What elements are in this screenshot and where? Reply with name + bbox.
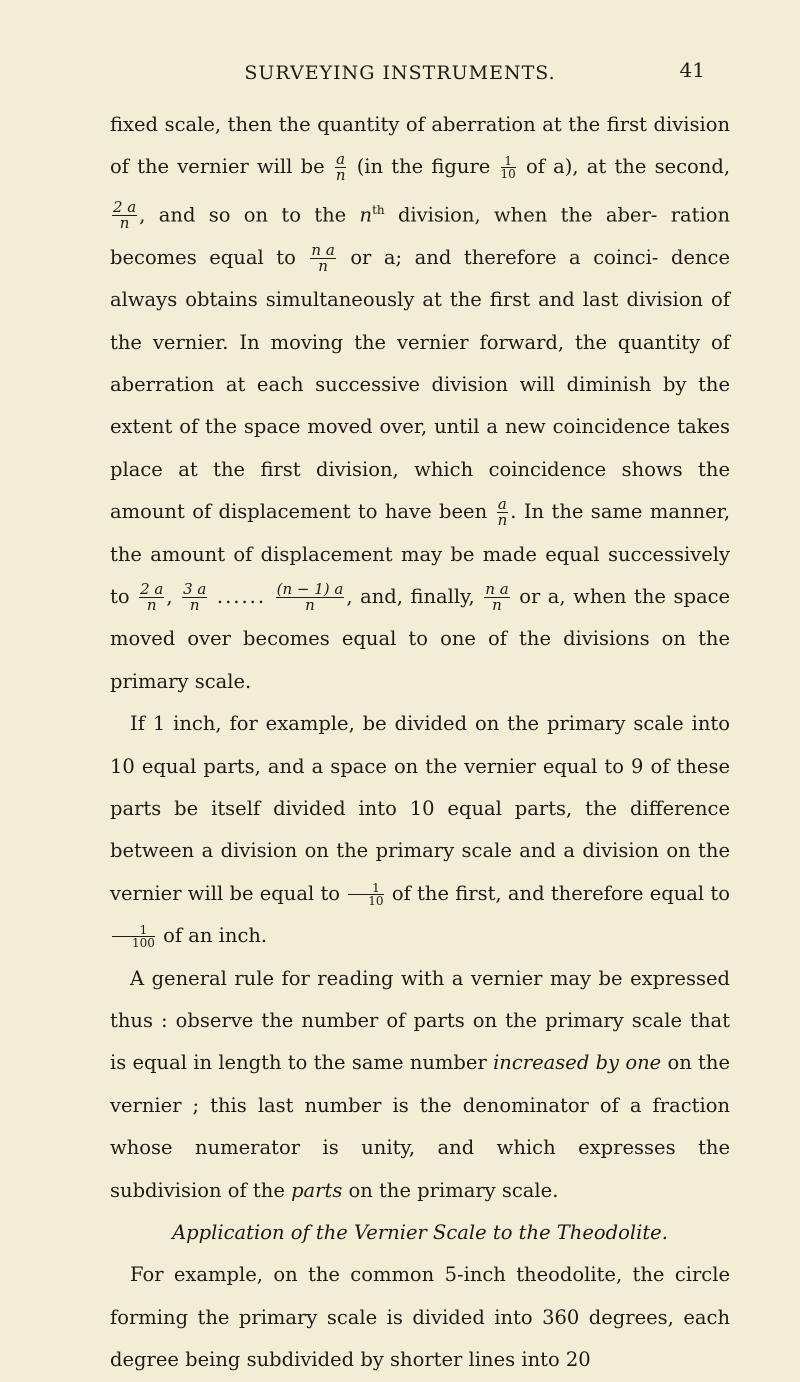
fraction-series-2a: $\frac{2 a}{n}$ bbox=[140, 579, 164, 614]
fraction-series-3a: $\frac{3 a}{n}$ bbox=[183, 579, 207, 614]
fraction-a-over-n: $\frac{a}{n}$ bbox=[335, 150, 346, 185]
fraction-na-over-n: $\frac{\text{n a}}{n}$ bbox=[311, 240, 335, 275]
fraction-one-tenth-2: $\frac{1}{10}$ bbox=[348, 882, 383, 907]
paragraph-3: A general rule for reading with a vernier may be expressed thus : observe the number of parts on the primary scale that is equal in length to the same number increased by one on the vernier ; this last number is the denominator of a fraction whose numerator is unity, and which expresses the subdivision of the parts on the primary scale. bbox=[110, 966, 731, 1202]
fraction-series-na: $\frac{\text{n a}}{n}$ bbox=[485, 579, 509, 614]
fraction-one-tenth: $\frac{1}{10}$ bbox=[500, 154, 516, 182]
fraction-series-n-1: $\frac{(n - 1) a}{n}$ bbox=[276, 579, 344, 614]
section-heading: Application of the Vernier Scale to the Theodolite. bbox=[172, 1221, 668, 1245]
fraction-2a-over-n: $\frac{2 a}{n}$ bbox=[113, 198, 137, 233]
ellipsis: ...... bbox=[216, 584, 267, 608]
paragraph-2: If 1 inch, for example, be divided on the primary scale into 10 equal parts, and a space on the vernier equal to 9 of these parts be itself divided into 10 equal parts, the difference between a division on the primary scale and a division on the vernier will be equal to $\frac{1}{10}$ of the first, and therefore equal to $\frac{1}{100}$ of an inch. bbox=[110, 712, 730, 951]
running-head: SURVEYING INSTRUMENTS. bbox=[244, 62, 556, 84]
page-number: 41 bbox=[679, 58, 705, 82]
fraction-one-hundredth: $\frac{1}{100}$ bbox=[112, 924, 155, 949]
fraction-a-over-n-2: $\frac{a}{n}$ bbox=[497, 495, 508, 530]
paragraph-1: fixed scale, then the quantity of aberration at the first division of the vernier will be $\frac{a}{n}$ (in the figure $\frac{1}{10}$ of a), at the second, $\frac{2 a}{n}$ , and so on to the $n^{th}$ division, when the aber- ration becomes equal to $\frac{\text{n a}}{n}$ or a; and therefore a coinci- dence always obtains simultaneously at the first and last division of the vernier. In moving the vernier forward, the quantity of aberration at each successive division will diminish by the extent of the space moved over, until a new coincidence takes place at the first division, which coincidence shows the amount of displacement to have been $\frac{a}{n}$ . In the same manner, the amount of displacement may be made equal successively to $\frac{2 a}{n}$ , $\frac{3 a}{n}$ ...... $\frac{(n - 1) a}{n}$ , and, finally, $\frac{\text{n a}}{n}$ or a, when the space moved over becomes equal to one of the divisions on the primary scale. bbox=[110, 113, 731, 693]
page-body bbox=[110, 104, 730, 1382]
paragraph-4: For example, on the common 5-inch theodolite, the circle forming the primary scale is divided into 360 degrees, each degree being subdivided by shorter lines into 20 bbox=[110, 1263, 731, 1372]
